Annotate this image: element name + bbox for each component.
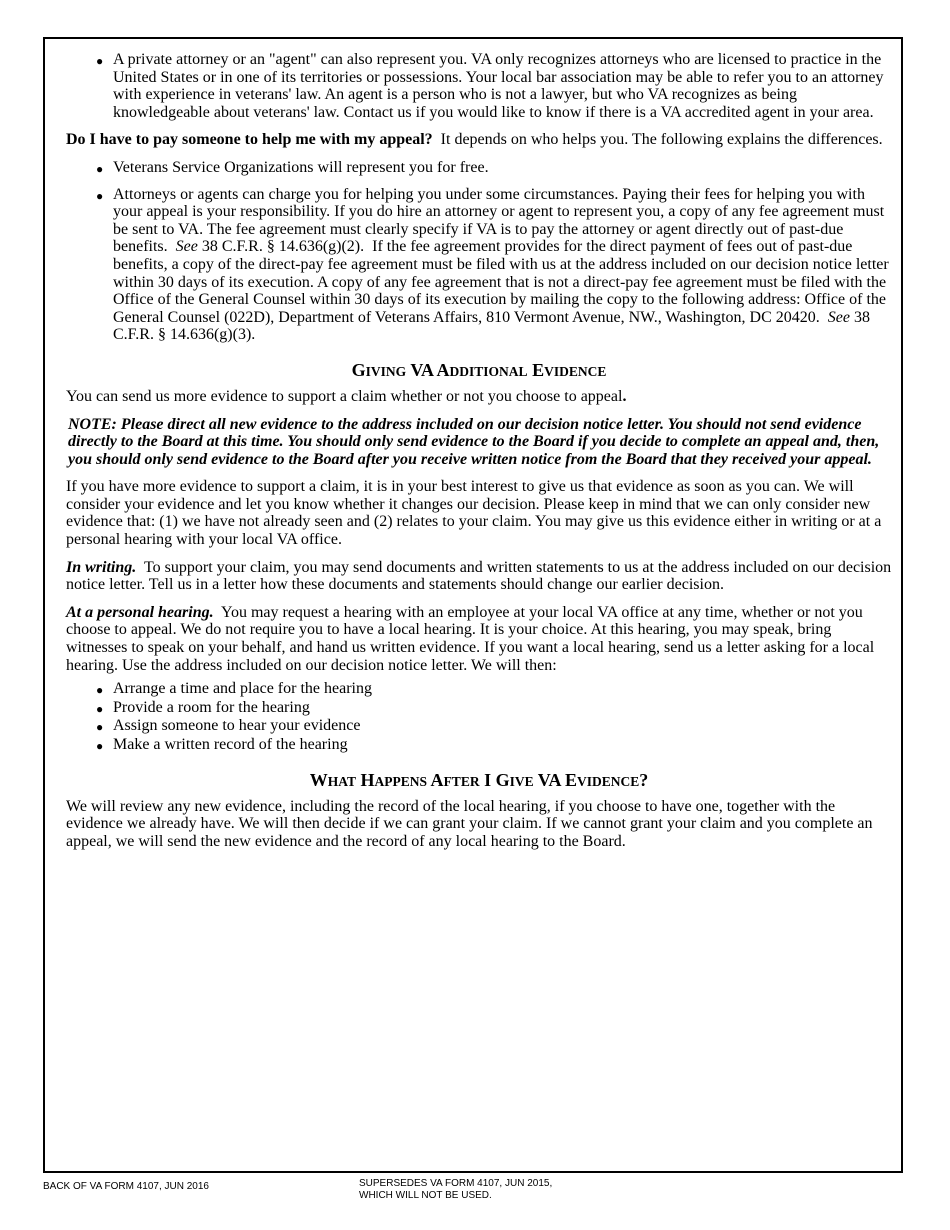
page-content bbox=[66, 51, 892, 860]
form-number: BACK OF VA FORM 4107, JUN 2016 bbox=[43, 1181, 209, 1192]
list-item: ● Arrange a time and place for the hearing bbox=[66, 680, 892, 698]
evidence-intro: You can send us more evidence to support a claim whether or not you choose to appeal. bbox=[66, 387, 627, 405]
citation: 38 C.F.R. § 14.636(g)(2). bbox=[201, 238, 365, 256]
in-writing-paragraph: In writing. To support your claim, you may send documents and written statements to us at the address included on our decision notice letter. Tell us in a letter how these documents and statements should change our earlier decision. bbox=[66, 558, 892, 594]
supersedes-line: SUPERSEDES VA FORM 4107, JUN 2015, bbox=[359, 1178, 553, 1189]
representation-list bbox=[66, 51, 892, 121]
list-item: ● Make a written record of the hearing bbox=[66, 736, 892, 754]
supersedes-line: WHICH WILL NOT BE USED. bbox=[359, 1190, 492, 1201]
citation: 38 C.F.R. § 14.636(g)(3). bbox=[113, 308, 870, 344]
section-heading-additional-evidence: GIVING VA ADDITIONAL EVIDENCE bbox=[351, 359, 607, 380]
pay-answer: It depends on who helps you. The following explains the differences. bbox=[440, 131, 883, 149]
bullet-text: A private attorney or an "agent" can also represent you. VA only recognizes attorneys who are licensed to practice in the United States or in one of its territories or possessions. Your local bar association may be able to refer you to an attorney with experience in veterans' law. An agent is a person who is not a lawyer, but who VA recognizes as being knowledgeable about veterans' law. Contact us if you would like to know if there is a VA accredited agent in your area. bbox=[113, 51, 884, 121]
evidence-note: NOTE: Please direct all new evidence to the address included on our decision notice letter. You should not send evidence directly to the Board at this time. You should only send evidence to the Board if you decide to complete an appeal and, then, you should only send evidence to the Board after you receive written notice from the Board that they received your appeal. bbox=[68, 415, 880, 468]
fee-list bbox=[66, 159, 892, 344]
see-ref: See bbox=[175, 238, 198, 256]
hearing-steps-list bbox=[66, 680, 892, 753]
hearing-paragraph: At a personal hearing. You may request a hearing with an employee at your local VA office at any time, whether or not you choose to appeal. We do not require you to have a local hearing. It is your choice. At this hearing, you may speak, bring witnesses to speak on your behalf, and hand us written evidence. If you want a local hearing, send us a letter asking for a local hearing. Use the address included on our decision notice letter. We will then: bbox=[66, 603, 875, 674]
section-heading-after-evidence: WHAT HAPPENS AFTER I GIVE VA EVIDENCE? bbox=[309, 769, 649, 790]
in-writing-label: In writing. bbox=[66, 558, 137, 576]
pay-paragraph bbox=[66, 131, 892, 149]
list-item: ● Provide a room for the hearing bbox=[66, 699, 892, 717]
hearing-label: At a personal hearing. bbox=[66, 603, 214, 621]
list-item bbox=[66, 186, 892, 344]
list-item bbox=[66, 51, 892, 121]
see-ref: See bbox=[827, 308, 850, 326]
pay-question: Do I have to pay someone to help me with my appeal? bbox=[66, 131, 433, 149]
bullet-text: Veterans Service Organizations will represent you for free. bbox=[113, 158, 489, 176]
fee-text: If the fee agreement provides for the direct payment of fees out of past-due benefits, a copy of the direct-pay fee agreement must be filed with us at the address included on our decision notice letter within 30 days of its execution. A copy of any fee agreement that is not a direct-pay fee agreement must be filed with the Office of the General Counsel within 30 days of its execution by mailing the copy to the following address: Office of the General Counsel (022D), Department of Veterans Affairs, 810 Vermont Avenue, NW., Washington, DC 20420. bbox=[113, 238, 889, 326]
list-item: ● Assign someone to hear your evidence bbox=[66, 717, 892, 735]
supersedes-note bbox=[359, 1178, 552, 1202]
list-item bbox=[66, 159, 892, 177]
more-evidence-paragraph: If you have more evidence to support a claim, it is in your best interest to give us that evidence as soon as you can. We will consider your evidence and let you know whether it changes our decision. Please keep in mind that we can only consider new evidence that: (1) we have not already seen and (2) relates to your claim. You may give us this evidence either in writing or at a personal hearing with your local VA office. bbox=[66, 478, 882, 549]
fee-text: Attorneys or agents can charge you for helping you under some circumstances. Paying their fees for helping you with your appeal is your responsibility. If you do hire an attorney or agent to represent you, a copy of any fee agreement must be sent to VA. The fee agreement must clearly specify if VA is to pay the attorney or agent directly out of past-due benefits. bbox=[113, 185, 885, 256]
after-evidence-paragraph: We will review any new evidence, including the record of the local hearing, if you choose to have one, together with the evidence we already have. We will then decide if we can grant your claim. If we cannot grant your claim and you complete an appeal, we will send the new evidence and the record of any local hearing to the Board. bbox=[66, 797, 873, 850]
